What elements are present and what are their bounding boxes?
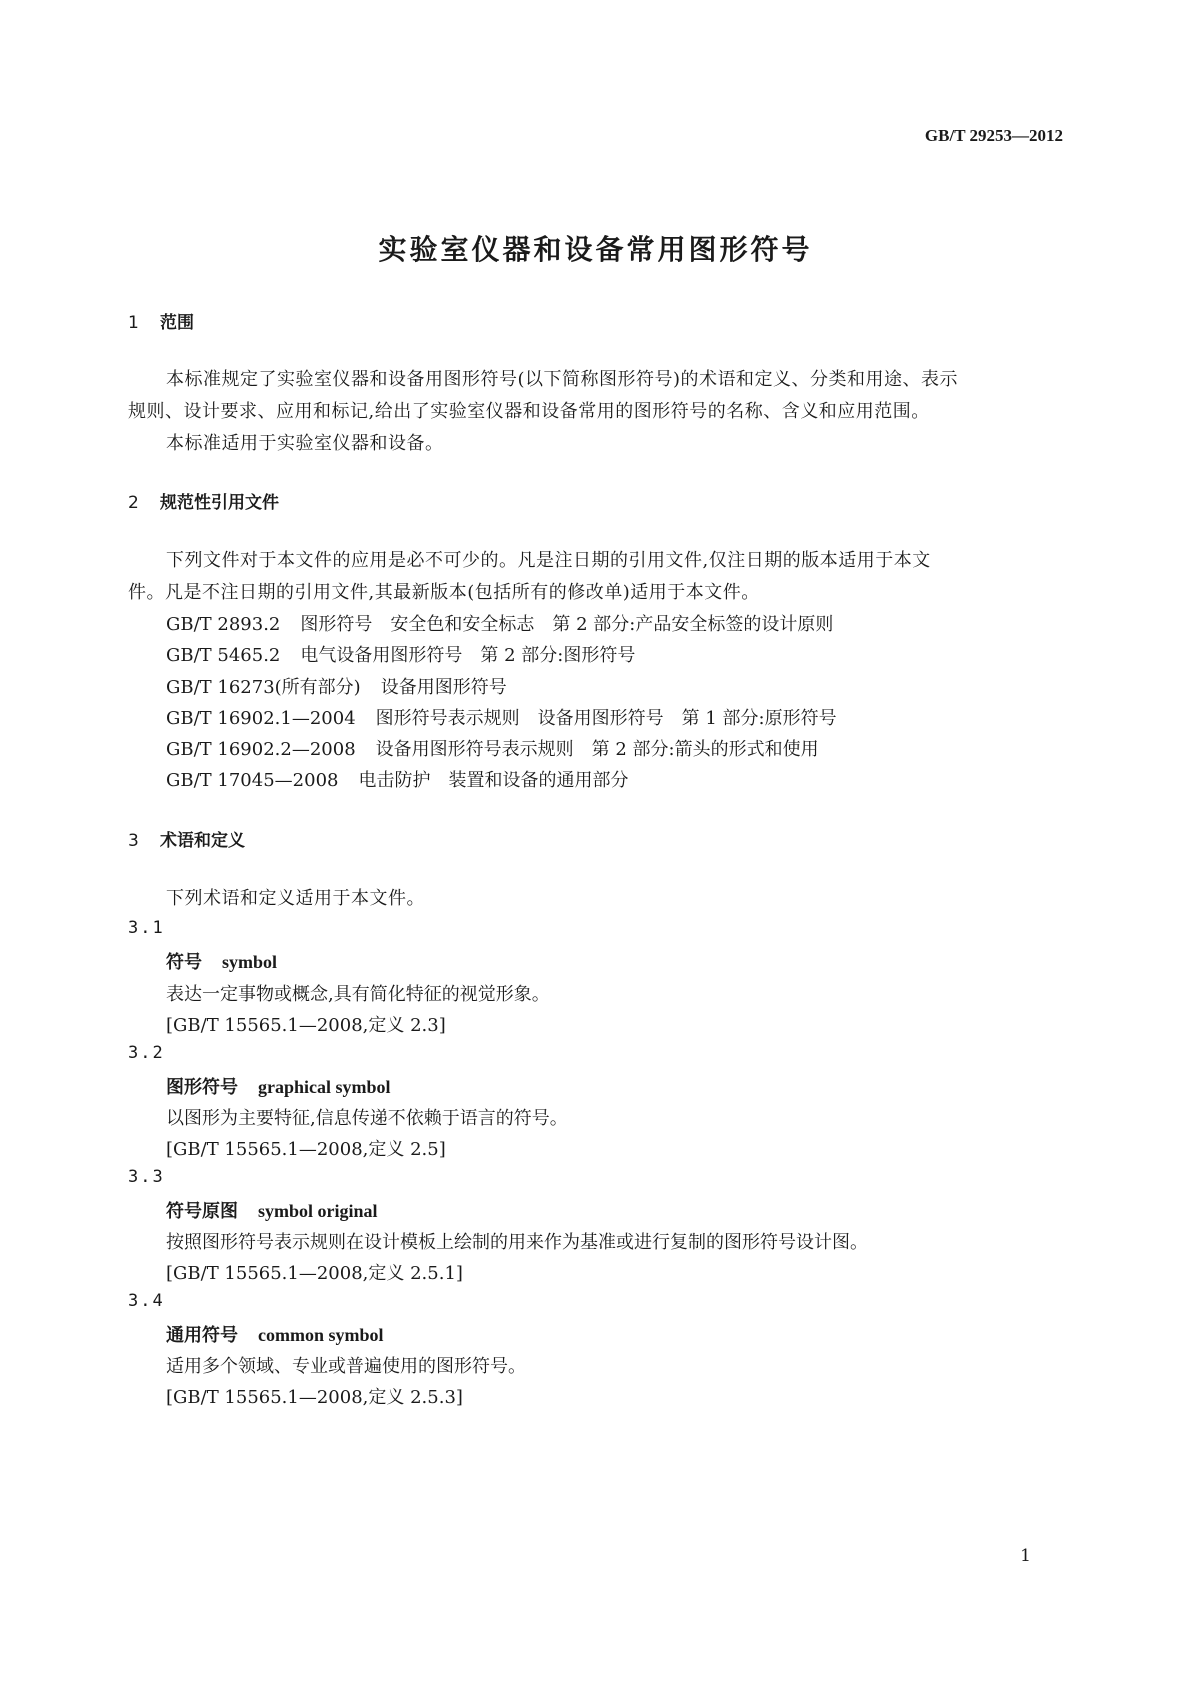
reference-code: GB/T 16902.2—2008 [166, 739, 356, 760]
term-heading [166, 948, 277, 974]
section-1-paragraph-line: 本标准规定了实验室仪器和设备用图形符号(以下简称图形符号)的术语和定义、分类和用途、表示 [166, 369, 959, 390]
normative-reference [166, 704, 837, 730]
section-2-intro-line: 件。凡是不注日期的引用文件,其最新版本(包括所有的修改单)适用于本文件。 [128, 582, 760, 603]
reference-title: 图形符号 安全色和安全标志 第 2 部分:产品安全标签的设计原则 [300, 614, 834, 635]
section-3-heading [128, 826, 245, 851]
term-number: 3.3 [128, 1167, 165, 1187]
reference-title: 电击防护 装置和设备的通用部分 [358, 770, 629, 791]
term-zh: 通用符号 [166, 1325, 238, 1346]
section-2-heading [128, 488, 279, 513]
term-number: 3.2 [128, 1043, 165, 1063]
term-definition: 适用多个领域、专业或普遍使用的图形符号。 [166, 1356, 526, 1377]
section-number: 3 [128, 831, 139, 851]
section-1-heading [128, 308, 194, 333]
normative-reference [166, 673, 507, 699]
term-source: [GB/T 15565.1—2008,定义 2.3] [166, 1015, 446, 1036]
page-number: 1 [1020, 1546, 1031, 1566]
section-3-intro: 下列术语和定义适用于本文件。 [166, 888, 425, 909]
reference-code: GB/T 16902.1—2004 [166, 708, 356, 729]
term-source: [GB/T 15565.1—2008,定义 2.5] [166, 1139, 446, 1160]
term-definition: 按照图形符号表示规则在设计模板上绘制的用来作为基准或进行复制的图形符号设计图。 [166, 1232, 868, 1253]
term-heading [166, 1197, 378, 1223]
document-title: 实验室仪器和设备常用图形符号 [378, 233, 813, 266]
section-title: 规范性引用文件 [160, 493, 279, 513]
normative-reference [166, 766, 628, 792]
section-1-paragraph: 本标准适用于实验室仪器和设备。 [166, 433, 444, 454]
reference-code: GB/T 16273(所有部分) [166, 677, 361, 698]
term-definition: 表达一定事物或概念,具有简化特征的视觉形象。 [166, 984, 550, 1005]
term-source: [GB/T 15565.1—2008,定义 2.5.3] [166, 1387, 463, 1408]
term-number: 3.1 [128, 918, 165, 938]
reference-code: GB/T 2893.2 [166, 614, 281, 635]
term-zh: 图形符号 [166, 1077, 238, 1098]
term-source: [GB/T 15565.1—2008,定义 2.5.1] [166, 1263, 463, 1284]
term-zh: 符号原图 [166, 1201, 238, 1222]
term-definition: 以图形为主要特征,信息传递不依赖于语言的符号。 [166, 1108, 568, 1129]
section-title: 术语和定义 [160, 831, 245, 851]
reference-code: GB/T 5465.2 [166, 645, 281, 666]
normative-reference [166, 641, 635, 667]
term-en: symbol [222, 952, 278, 972]
term-zh: 符号 [166, 952, 202, 973]
reference-code: GB/T 17045—2008 [166, 770, 339, 791]
term-en: symbol original [258, 1201, 378, 1221]
term-heading [166, 1321, 384, 1347]
section-2-intro-line: 下列文件对于本文件的应用是必不可少的。凡是注日期的引用文件,仅注日期的版本适用于本文 [166, 550, 931, 571]
reference-title: 设备用图形符号 [380, 677, 507, 698]
term-en: common symbol [258, 1325, 384, 1345]
section-1-paragraph-line: 规则、设计要求、应用和标记,给出了实验室仪器和设备常用的图形符号的名称、含义和应用范围。 [128, 401, 930, 422]
normative-reference [166, 610, 833, 636]
normative-reference [166, 735, 819, 761]
term-number: 3.4 [128, 1291, 165, 1311]
section-number: 1 [128, 313, 139, 333]
reference-title: 电气设备用图形符号 第 2 部分:图形符号 [300, 645, 636, 666]
standard-code: GB/T 29253—2012 [924, 126, 1063, 145]
term-heading [166, 1073, 391, 1099]
term-en: graphical symbol [258, 1077, 391, 1097]
section-title: 范围 [160, 313, 194, 333]
section-number: 2 [128, 493, 139, 513]
reference-title: 图形符号表示规则 设备用图形符号 第 1 部分:原形符号 [375, 708, 837, 729]
reference-title: 设备用图形符号表示规则 第 2 部分:箭头的形式和使用 [375, 739, 819, 760]
